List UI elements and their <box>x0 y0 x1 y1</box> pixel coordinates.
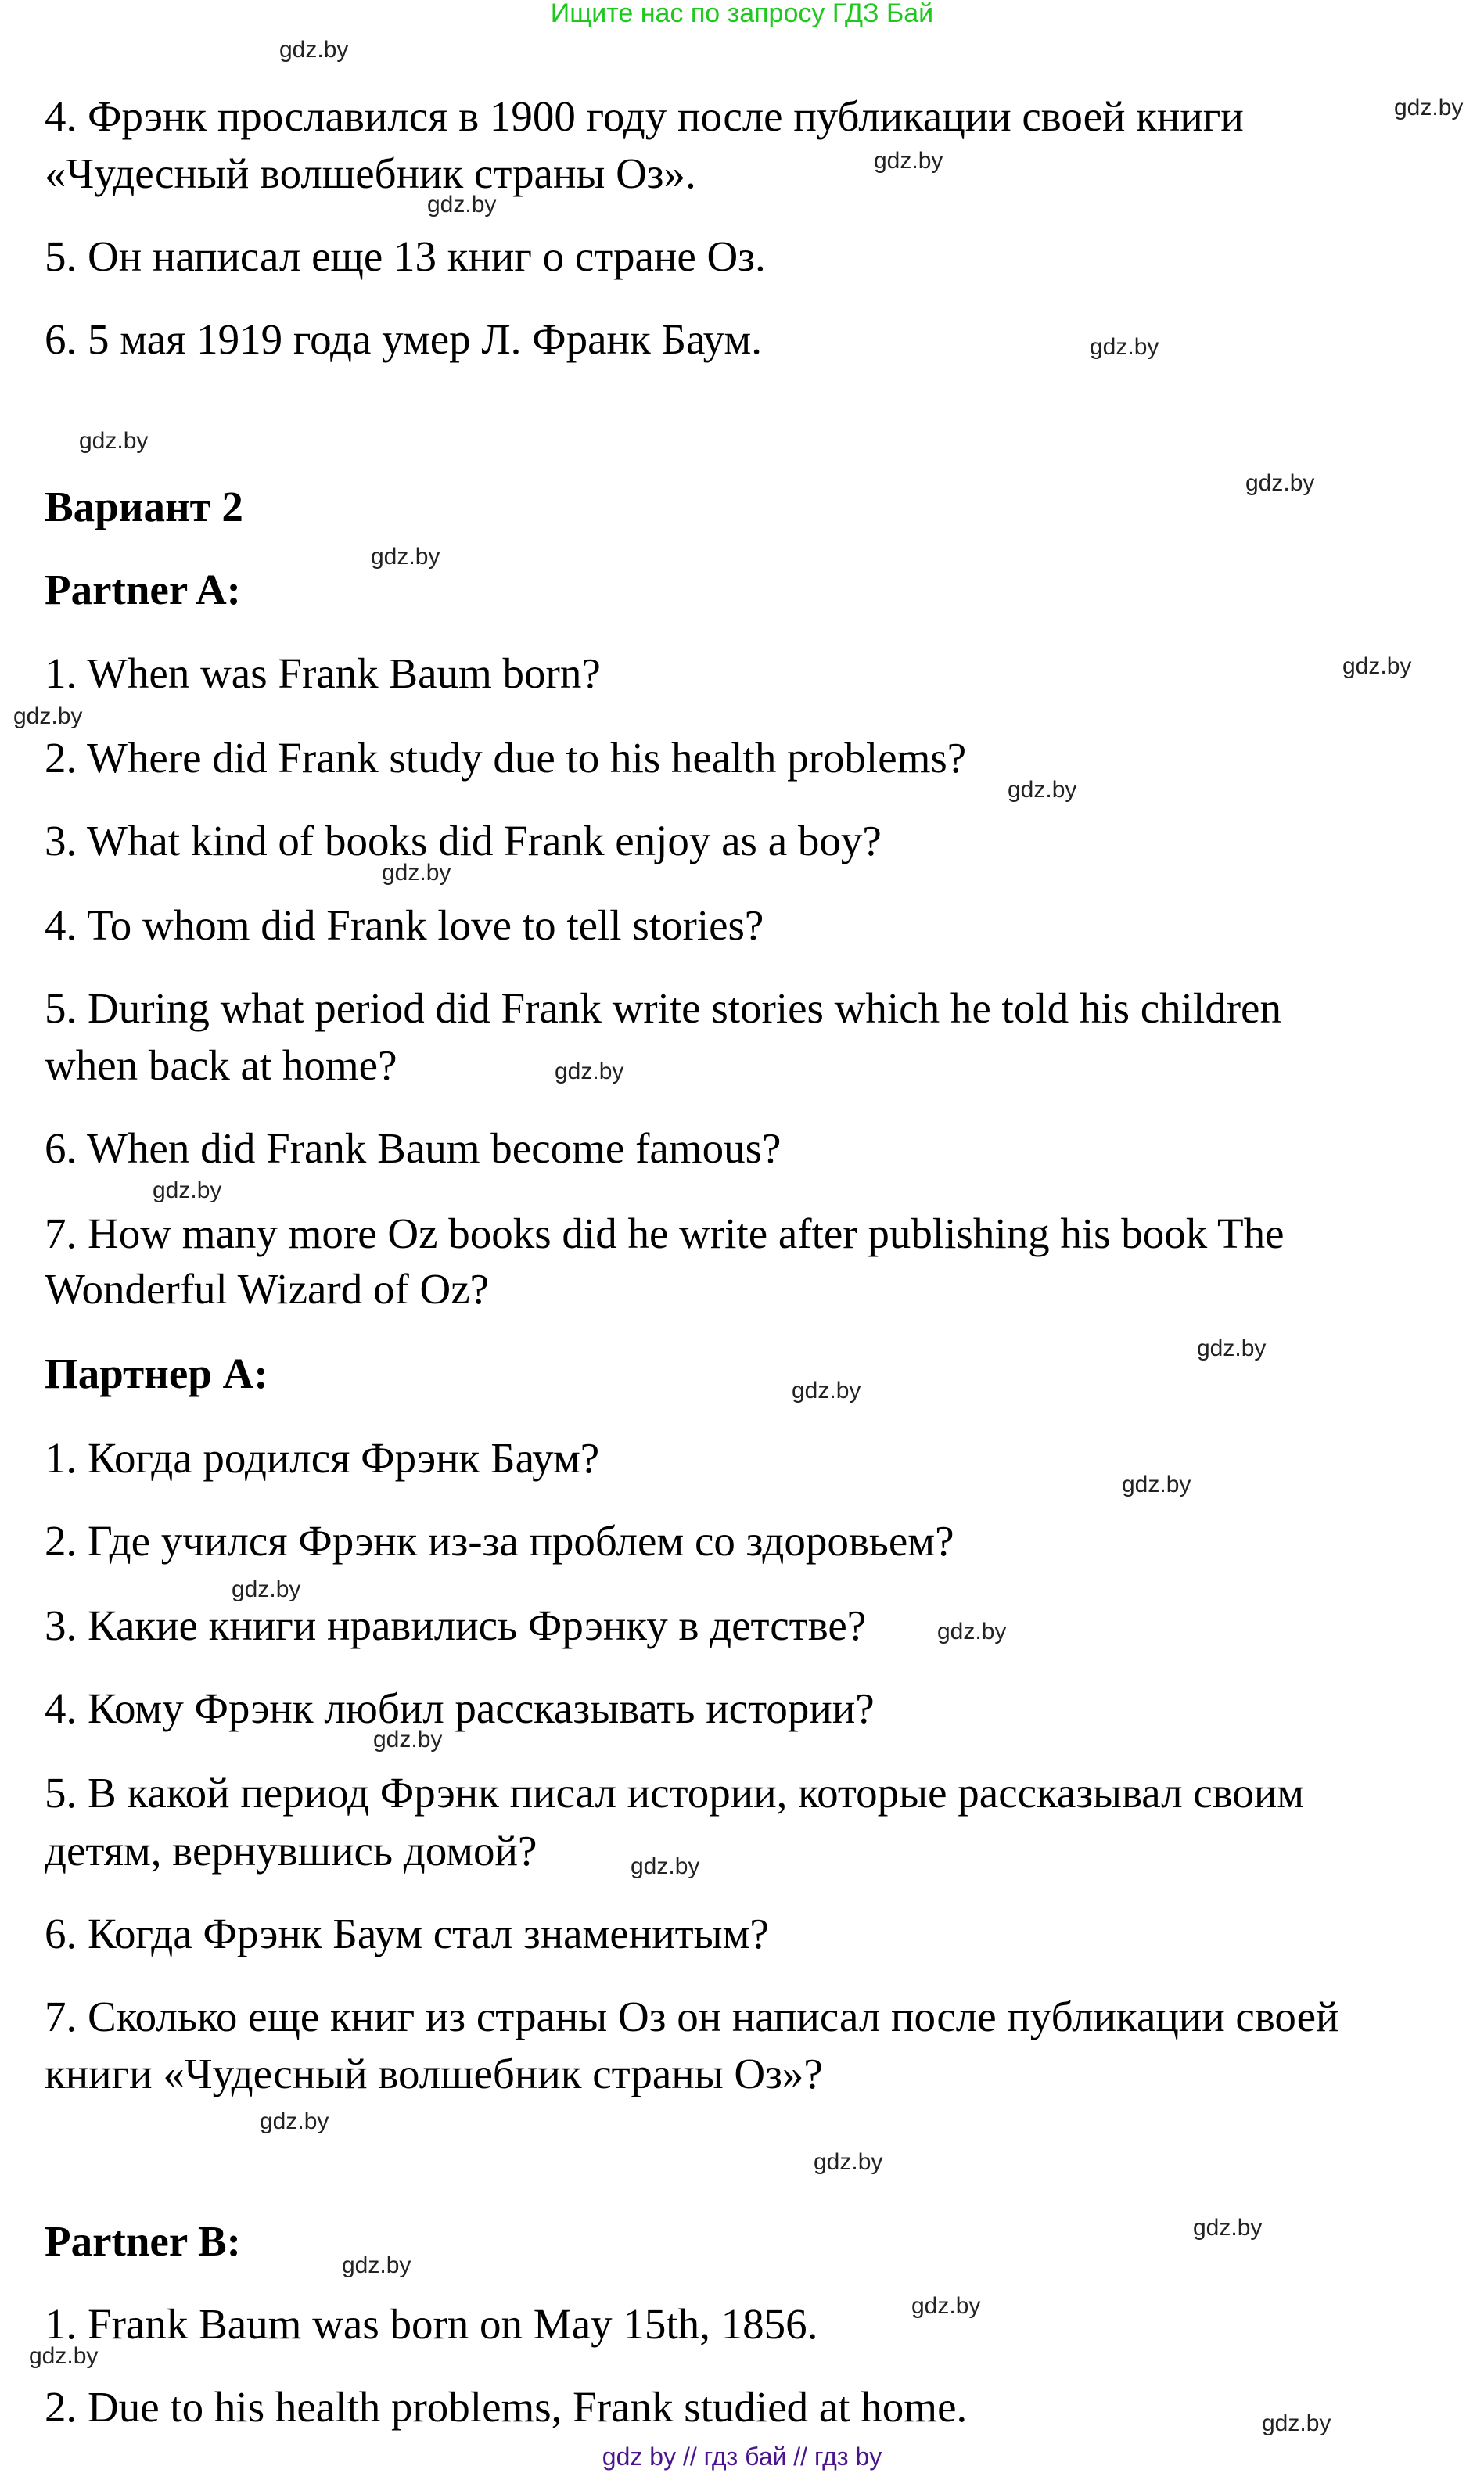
answer-line: 5. Он написал еще 13 книг о стране Оз. <box>45 232 766 280</box>
watermark: gdz.by <box>792 1378 861 1404</box>
question-line: when back at home? <box>45 1041 397 1089</box>
partner-a-ru-heading: Партнер А: <box>45 1350 268 1397</box>
question-line: книги «Чудесный волшебник страны Оз»? <box>45 2050 823 2097</box>
watermark: gdz.by <box>342 2252 411 2278</box>
answer-line: 6. 5 мая 1919 года умер Л. Франк Баум. <box>45 315 762 363</box>
question-line: 4. To whom did Frank love to tell stories? <box>45 901 764 949</box>
answer-line: 1. Frank Baum was born on May 15th, 1856. <box>45 2300 818 2348</box>
question-line: детям, вернувшись домой? <box>45 1827 537 1875</box>
question-line: Wonderful Wizard of Oz? <box>45 1265 490 1313</box>
watermark: gdz.by <box>260 2108 329 2134</box>
footer-links: gdz by // гдз бай // гдз by <box>602 2442 882 2471</box>
watermark: gdz.by <box>631 1853 700 1879</box>
watermark: gdz.by <box>911 2293 981 2319</box>
watermark: gdz.by <box>371 544 440 570</box>
question-line: 1. When was Frank Baum born? <box>45 649 601 697</box>
watermark: gdz.by <box>382 860 451 886</box>
variant-heading: Вариант 2 <box>45 483 243 530</box>
partner-b-heading: Partner B: <box>45 2217 241 2265</box>
watermark: gdz.by <box>1122 1472 1191 1497</box>
watermark: gdz.by <box>555 1059 624 1084</box>
watermark: gdz.by <box>1394 95 1464 120</box>
watermark: gdz.by <box>1193 2215 1263 2241</box>
question-line: 5. В какой период Фрэнк писал истории, которые рассказывал своим <box>45 1769 1305 1817</box>
answer-line: «Чудесный волшебник страны Оз». <box>45 149 696 197</box>
question-line: 2. Where did Frank study due to his health problems? <box>45 734 967 782</box>
watermark: gdz.by <box>153 1177 222 1203</box>
question-line: 6. When did Frank Baum become famous? <box>45 1124 782 1172</box>
watermark: gdz.by <box>279 37 349 63</box>
question-line: 3. What kind of books did Frank enjoy as a boy? <box>45 817 882 864</box>
question-line: 7. How many more Oz books did he write after publishing his book The <box>45 1210 1285 1257</box>
watermark: gdz.by <box>79 428 149 454</box>
question-line: 7. Сколько еще книг из страны Оз он написал после публикации своей <box>45 1993 1339 2040</box>
watermark: gdz.by <box>29 2343 99 2369</box>
watermark: gdz.by <box>1342 653 1412 679</box>
question-line: 2. Где учился Фрэнк из-за проблем со здоровьем? <box>45 1517 954 1565</box>
watermark: gdz.by <box>1262 2410 1331 2436</box>
watermark: gdz.by <box>937 1619 1007 1644</box>
question-line: 6. Когда Фрэнк Баум стал знаменитым? <box>45 1910 769 1957</box>
watermark: gdz.by <box>1090 334 1159 360</box>
watermark: gdz.by <box>13 703 83 729</box>
watermark: gdz.by <box>1245 470 1315 496</box>
search-banner: Ищите нас по запросу ГДЗ Бай <box>550 0 934 28</box>
watermark: gdz.by <box>1008 777 1077 803</box>
watermark: gdz.by <box>814 2149 883 2175</box>
question-line: 5. During what period did Frank write stories which he told his children <box>45 984 1281 1032</box>
watermark: gdz.by <box>373 1727 443 1752</box>
answer-line: 2. Due to his health problems, Frank studied at home. <box>45 2383 968 2431</box>
watermark: gdz.by <box>427 192 497 217</box>
question-line: 4. Кому Фрэнк любил рассказывать истории? <box>45 1684 875 1732</box>
partner-a-heading: Partner A: <box>45 566 241 613</box>
question-line: 1. Когда родился Фрэнк Баум? <box>45 1434 600 1482</box>
watermark: gdz.by <box>1197 1335 1267 1361</box>
question-line: 3. Какие книги нравились Фрэнку в детстве? <box>45 1601 867 1649</box>
watermark: gdz.by <box>874 148 943 174</box>
watermark: gdz.by <box>232 1576 301 1602</box>
answer-line: 4. Фрэнк прославился в 1900 году после публикации своей книги <box>45 92 1244 140</box>
